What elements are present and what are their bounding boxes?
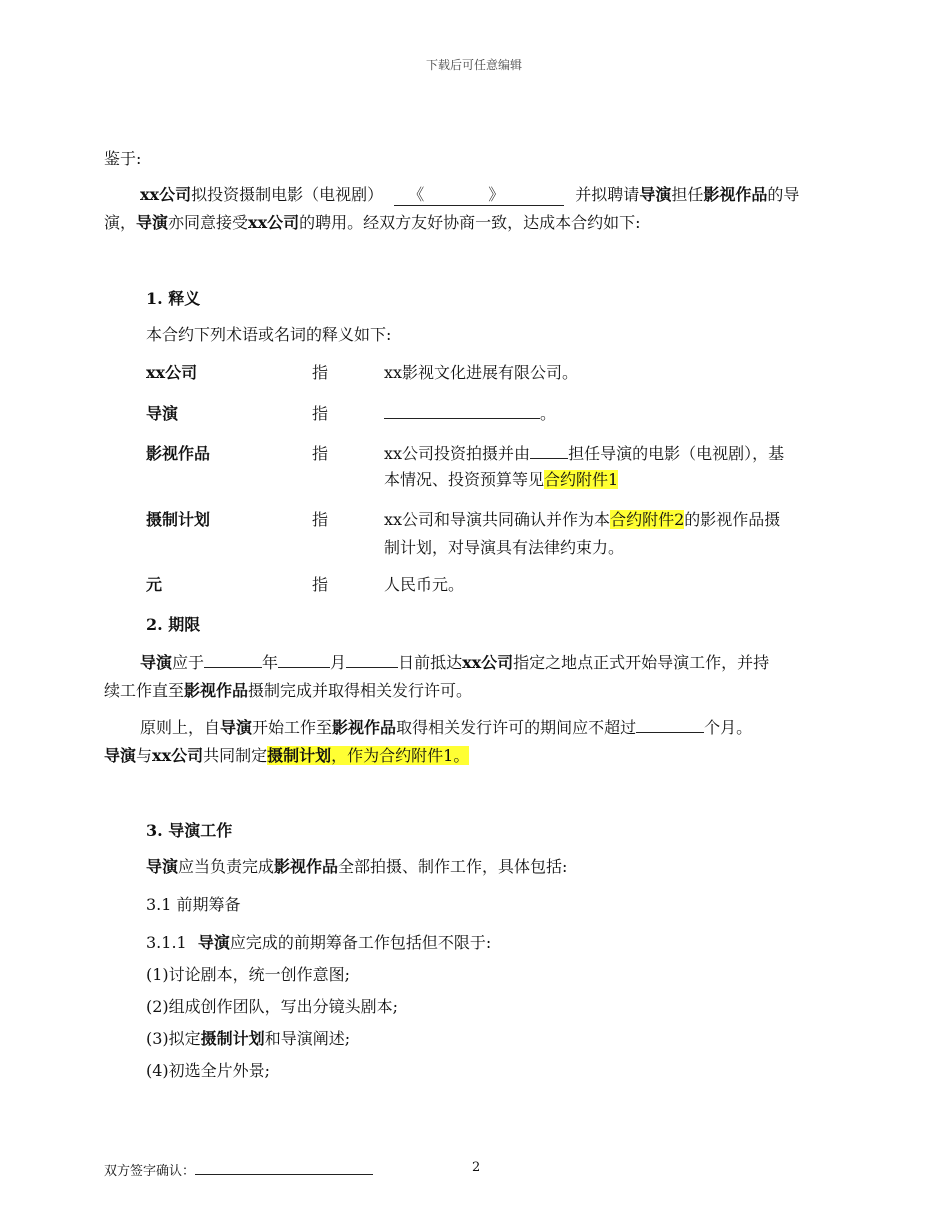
zhi-label: 指 [312,444,329,463]
work-title-blank [394,182,564,206]
director-blank [530,444,568,459]
para-text: 指定之地点正式开始导演工作，并持 [513,653,770,672]
year-blank [204,653,262,668]
para-text: 应当负责完成 [178,857,275,876]
term-para-line-2 [104,678,472,701]
def-text: 的影视作品摄 [684,510,781,529]
para-text: 应完成的前期筹备工作包括但不限于: [229,933,492,952]
para-text: 月 [330,653,347,672]
company-term: xx公司 [140,185,192,204]
plan-annex-highlight [267,746,469,765]
director-term: 导演 [197,933,230,952]
list-item: (1)讨论剧本，统一创作意图; [146,965,351,984]
director-term: 导演 [140,653,173,672]
work-term: 影视作品 [184,681,249,700]
intro-line-1 [140,182,799,206]
page-number: 2 [472,1160,481,1175]
intro-text: 的聘用。经双方友好协商一致，达成本合约如下: [299,213,641,232]
intro-lead: 鉴于: [104,149,142,168]
def-text: 。 [540,404,557,423]
annex1-highlight: 合约附件1 [544,470,619,489]
term-plan: 摄制计划 [146,510,211,529]
para-text: 日前抵达 [398,653,463,672]
section2-heading: 2. 期限 [146,615,201,634]
annex2-highlight: 合约附件2 [610,510,685,529]
subsection-3-1: 3.1 前期筹备 [146,895,241,914]
signature-line[interactable] [195,1162,373,1175]
intro-text: 演， [104,213,137,232]
months-blank [636,718,704,733]
intro-text: 并拟聘请 [575,185,640,204]
plan-term: 摄制计划 [267,746,332,765]
director-term: 导演 [146,857,179,876]
para-text: 年 [262,653,279,672]
def-yuan: 人民币元。 [384,575,465,594]
director-term: 导演 [104,746,137,765]
term-yuan: 元 [146,575,163,594]
work-term: 影视作品 [332,718,397,737]
def-text: 本情况、投资预算等见 [384,470,545,489]
para-text: 个月。 [704,718,753,737]
para-text: 与 [136,746,153,765]
intro-line-2 [104,210,641,233]
def-plan-line-2: 制计划，对导演具有法律约束力。 [384,538,625,557]
para-text: 共同制定 [203,746,268,765]
signature-label: 双方签字确认： [104,1164,196,1179]
term-para-2-line-2 [104,743,469,766]
list-item: (2)组成创作团队，写出分镜头剧本; [146,997,399,1016]
term-work: 影视作品 [146,444,211,463]
work-term: 影视作品 [703,185,768,204]
para-text: 应于 [172,653,205,672]
def-company: xx影视文化进展有限公司。 [384,363,579,382]
intro-text: 的导 [767,185,800,204]
para-text: 摄制完成并取得相关发行许可。 [248,681,473,700]
section3-para [146,854,567,877]
def-text: xx公司投资拍摄并由 [384,444,531,463]
para-text: 续工作直至 [104,681,185,700]
company-term: xx公司 [152,746,204,765]
term-para-2-line-1 [140,715,752,738]
def-work-line-2 [384,467,618,490]
def-work-line-1 [384,441,784,464]
company-term: xx公司 [248,213,300,232]
list-item: (4)初选全片外景; [146,1061,271,1080]
intro-text: 担任 [671,185,704,204]
list-text: 和导演阐述; [264,1029,351,1048]
zhi-label: 指 [312,363,329,382]
term-director: 导演 [146,404,179,423]
director-name-blank [384,404,540,419]
intro-text: 拟投资摄制电影（电视剧） [191,185,384,204]
list-item [146,1026,350,1049]
para-text: ，作为合约附件1。 [331,746,470,765]
title-open-bracket: 《 [408,185,425,204]
para-text: 开始工作至 [252,718,333,737]
director-term: 导演 [136,213,169,232]
term-para-line-1 [140,650,769,673]
month-blank [278,653,330,668]
page-header: 下载后可任意编辑 [426,58,523,72]
para-text: 原则上，自 [140,718,221,737]
director-term: 导演 [639,185,672,204]
clause-number: 3.1.1 [146,933,187,952]
def-plan-line-1 [384,507,780,530]
director-term: 导演 [220,718,253,737]
work-term: 影视作品 [274,857,339,876]
subsection-3-1-1 [146,930,491,953]
intro-text: 亦同意接受 [168,213,249,232]
plan-term: 摄制计划 [200,1029,265,1048]
list-text: (3)拟定 [146,1029,201,1048]
section1-lead: 本合约下列术语或名词的释义如下: [146,325,392,344]
section3-heading: 3. 导演工作 [146,821,233,840]
zhi-label: 指 [312,510,329,529]
zhi-label: 指 [312,575,329,594]
def-text: xx公司和导演共同确认并作为本 [384,510,611,529]
section1-heading: 1. 释义 [146,289,201,308]
signature-confirm [104,1160,373,1179]
day-blank [346,653,398,668]
company-term: xx公司 [462,653,514,672]
zhi-label: 指 [312,404,329,423]
def-text: 担任导演的电影（电视剧），基 [568,444,785,463]
def-director [384,401,556,424]
term-company: xx公司 [146,363,198,382]
title-close-bracket: 》 [488,185,505,204]
para-text: 取得相关发行许可的期间应不超过 [396,718,637,737]
para-text: 全部拍摄、制作工作，具体包括: [338,857,568,876]
